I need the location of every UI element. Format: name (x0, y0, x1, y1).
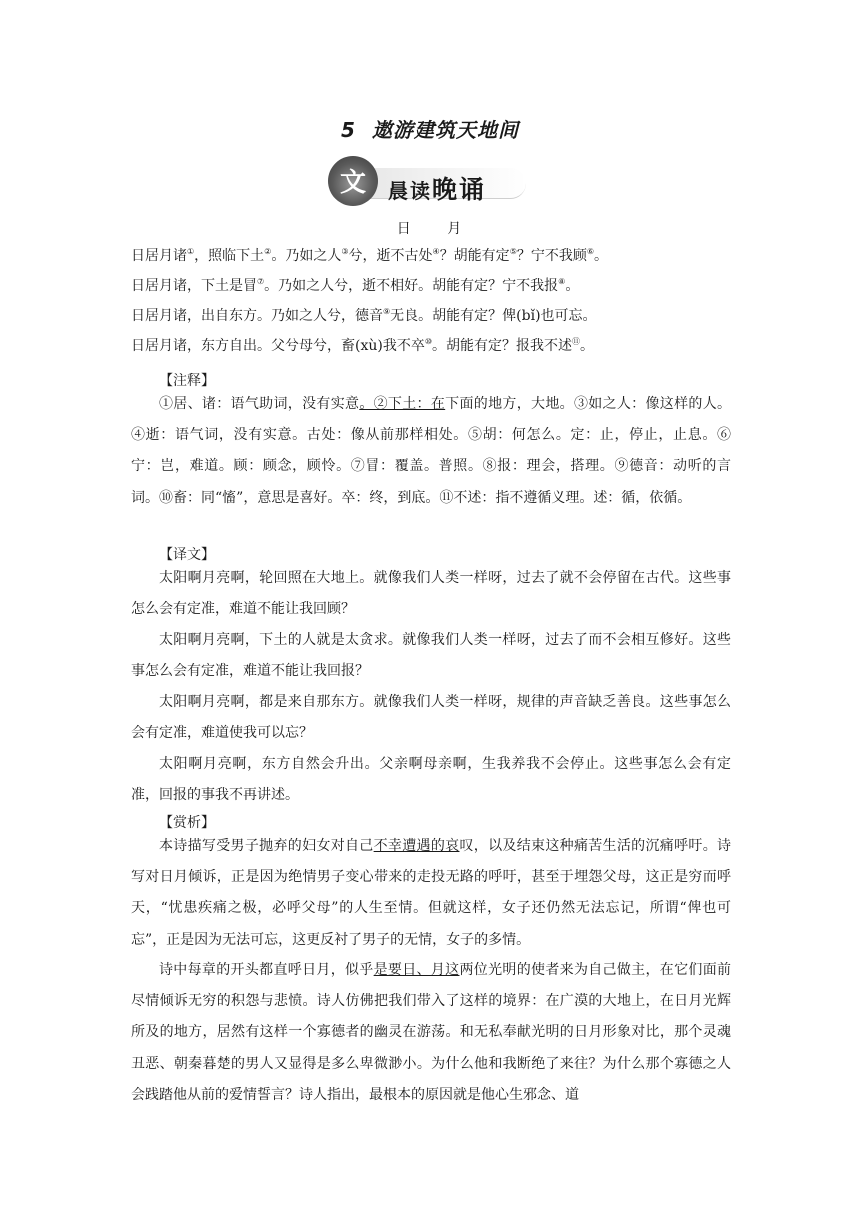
lesson-number: 5 (341, 118, 356, 142)
banner-text: 晨读晚诵 (388, 175, 487, 204)
translation-paragraph-1: 太阳啊月亮啊，轮回照在大地上。就像我们人类一样呀，过去了就不会停留在古代。这些事怎么会有定准，难道不能让我回顾？ (131, 570, 731, 618)
lesson-title-text: 遨游建筑天地间 (371, 118, 519, 142)
poem-title: 日 月 (396, 221, 464, 237)
appreciation-paragraph-1: 本诗描写受男子抛弃的妇女对自己不幸遭遇的哀叹，以及结束这种痛苦生活的沉痛呼吁。诗写对日月倾诉，正是因为绝情男子变心带来的走投无路的呼吁，甚至于埋怨父母，这正是穷而呼天，“忧患疾痛之极，必呼父母”的人生至情。但就这样，女子还仍然无法忘记，所谓“俾也可忘”，正是因为无法可忘，这更反衬了男子的无情，女子的多情。 (131, 838, 732, 948)
poem-line-1: 日居月诸①，照临下土②。乃如之人③兮，逝不古处④？胡能有定⑤？宁不我顾⑥。 (131, 247, 609, 264)
appreciation-paragraph-2: 诗中每章的开头都直呼日月，似乎是要日、月这两位光明的使者来为自己做主，在它们面前尽情倾诉无穷的积怨与悲愤。诗人仿佛把我们带入了这样的境界：在广漠的大地上，在日月光辉所及的地方，居然有这样一个寡德者的幽灵在游荡。和无私奉献光明的日月形象对比，那个灵魂丑恶、朝秦暮楚的男人又显得是多么卑微渺小。为什么他和我断绝了来往？为什么那个寡德之人会践踏他从前的爱情誓言？诗人指出，最根本的原因就是他心生邪念、道 (131, 962, 732, 1103)
notes-paragraph: ①居、诸：语气助词，没有实意。②下土：在下面的地方，大地。③如之人：像这样的人。④逝：语气词，没有实意。古处：像从前那样相处。⑤胡：何怎么。定：止，停止，止息。⑥宁：岂，难道。顾：顾念，顾怜。⑦冒：覆盖。普照。⑧报：理会，搭理。⑨德音：动听的言词。⑩畜：同“慉”，意思是喜好。卒：终，到底。⑪不述：指不遵循义理。述：循，依循。 (131, 396, 732, 506)
lesson-title (0, 114, 860, 143)
poem-line-3: 日居月诸，出自东方。乃如之人兮，德音⑨无良。胡能有定？俾(bǐ)也可忘。 (131, 307, 597, 324)
translation-paragraph-2: 太阳啊月亮啊，下土的人就是太贪求。就像我们人类一样呀，过去了而不会相互修好。这些事怎么会有定准，难道不能让我回报？ (131, 632, 731, 680)
translation-paragraph-4: 太阳啊月亮啊，东方自然会升出。父亲啊母亲啊，生我养我不会停止。这些事怎么会有定准，回报的事我不再讲述。 (131, 756, 731, 804)
translation-paragraph-3: 太阳啊月亮啊，都是来自那东方。就像我们人类一样呀，规律的声音缺乏善良。这些事怎么会有定准，难道使我可以忘？ (131, 694, 731, 742)
appreciation-heading: 【赏析】 (159, 815, 215, 831)
poem-line-2: 日居月诸，下土是冒⑦。乃如之人兮，逝不相好。胡能有定？宁不我报⑧。 (131, 277, 580, 294)
poem-line-4: 日居月诸，东方自出。父兮母兮，畜(xù)我不卒⑩。胡能有定？报我不述⑪。 (131, 337, 595, 354)
translation-heading: 【译文】 (159, 547, 215, 563)
section-banner (328, 156, 528, 206)
banner-emblem-icon: 文 (328, 156, 378, 206)
notes-heading: 【注释】 (159, 373, 215, 389)
